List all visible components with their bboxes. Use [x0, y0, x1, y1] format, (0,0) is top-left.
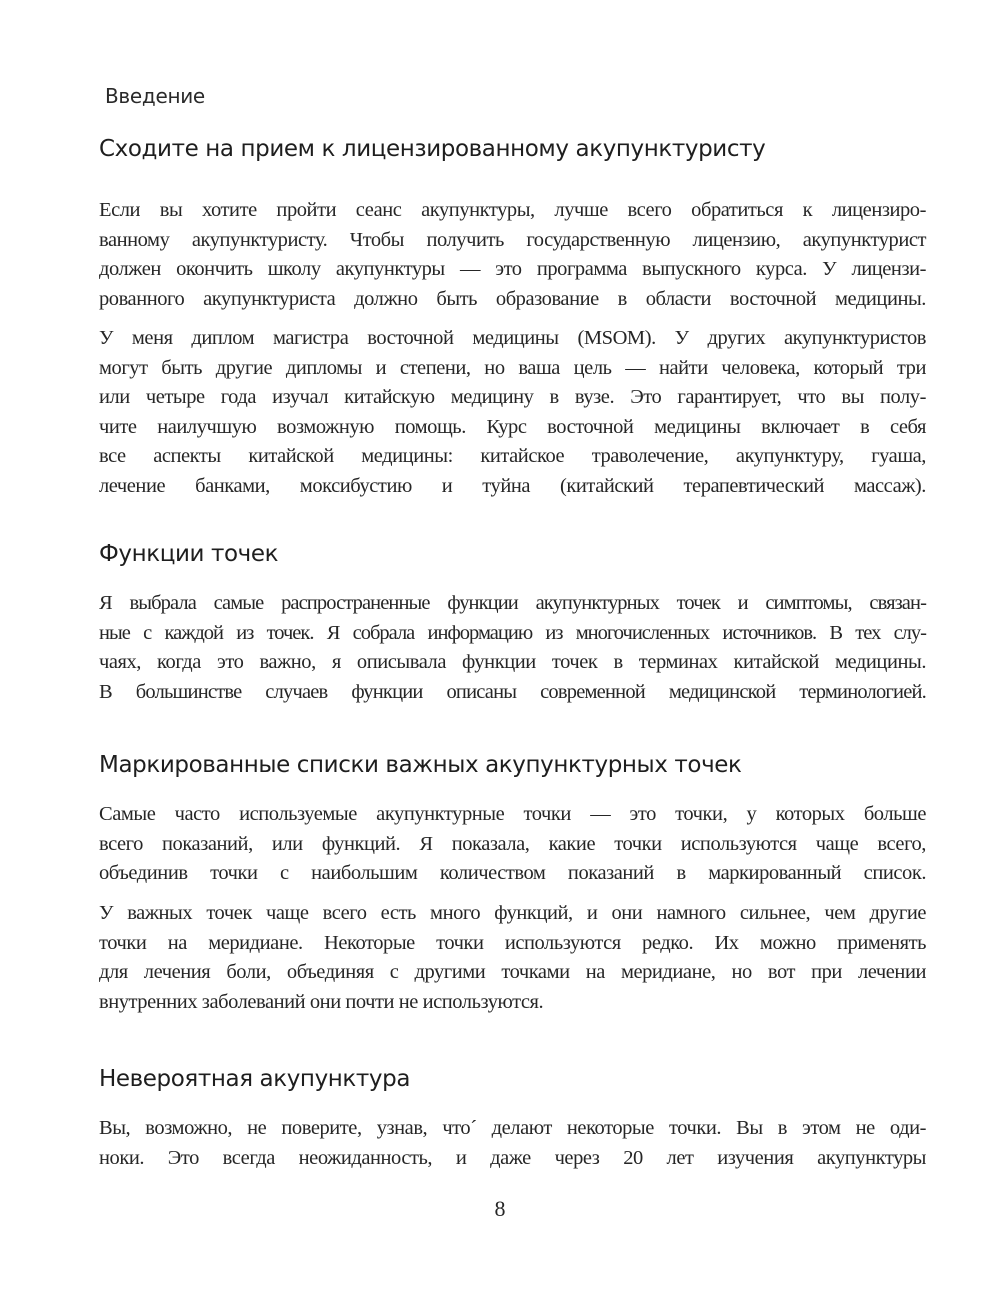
section-heading: Невероятная акупунктура — [99, 1066, 411, 1092]
text-line: У меня диплом магистра восточной медицины (MSOM). У других акупунктуристов — [99, 327, 926, 349]
text-line: точки на меридиане. Некоторые точки используются редко. Их можно применять — [99, 931, 926, 954]
paragraph — [99, 1114, 926, 1173]
text-line: или четыре года изучал китайскую медицину в вузе. Это гарантирует, что вы полу- — [99, 386, 926, 408]
text-line: Если вы хотите пройти сеанс акупунктуры, лучше всего обратиться к лицензиро- — [99, 199, 926, 221]
text-line: ноки. Это всегда неожиданность, и даже через 20 лет изучения акупунктуры — [99, 1146, 926, 1169]
text-line: внутренних заболеваний они почти не используются. — [99, 990, 544, 1013]
paragraph — [99, 589, 926, 707]
paragraph — [99, 899, 926, 1017]
text-line: все аспекты китайской медицины: китайское траволечение, акупунктуру, гуаша, — [99, 445, 926, 467]
text-line: ные с каждой из точек. Я собрала информацию из многочисленных источников. В тех слу- — [99, 621, 926, 644]
text-line: чите наилучшую возможную помощь. Курс восточной медицины включает в себя — [99, 415, 926, 438]
text-line: ванному акупунктуристу. Чтобы получить государственную лицензию, акупунктурист — [99, 228, 926, 251]
page-number: 8 — [494, 1196, 506, 1221]
running-head: Введение — [105, 84, 205, 108]
text-line: должен окончить школу акупунктуры — это программа выпускного курса. У лицензи- — [99, 258, 926, 280]
text-line: объединив точки с наибольшим количеством показаний в маркированный список. — [99, 862, 926, 884]
text-line: Вы, возможно, не поверите, узнав, что´ делают некоторые точки. Вы в этом не оди- — [99, 1117, 926, 1139]
text-line: лечение банками, моксибустию и туйна (китайский терапевтический массаж). — [99, 474, 926, 497]
text-line: Самые часто используемые акупунктурные точки — это точки, у которых больше — [99, 803, 926, 825]
section-heading: Сходите на прием к лицензированному акупунктуристу — [99, 136, 766, 162]
paragraph — [99, 196, 926, 314]
text-line: могут быть другие дипломы и степени, но ваша цель — найти человека, который три — [99, 356, 926, 379]
text-line: В большинстве случаев функции описаны современной медицинской терминологией. — [99, 680, 926, 703]
text-line: всего показаний, или функций. Я показала, какие точки используются чаще всего, — [99, 832, 926, 855]
text-line: Я выбрала самые распространенные функции акупунктурных точек и симптомы, связан- — [99, 592, 926, 614]
text-line: У важных точек чаще всего есть много функций, и они намного сильнее, чем другие — [99, 902, 926, 924]
section-heading: Функции точек — [99, 541, 279, 567]
section-heading: Маркированные списки важных акупунктурных точек — [99, 752, 742, 778]
text-line: чаях, когда это важно, я описывала функции точек в терминах китайской медицины. — [99, 651, 926, 673]
paragraph — [99, 800, 926, 889]
text-line: рованного акупунктуриста должно быть образование в области восточной медицины. — [99, 287, 926, 310]
paragraph — [99, 324, 926, 501]
text-line: для лечения боли, объединяя с другими точками на меридиане, но вот при лечении — [99, 961, 926, 983]
